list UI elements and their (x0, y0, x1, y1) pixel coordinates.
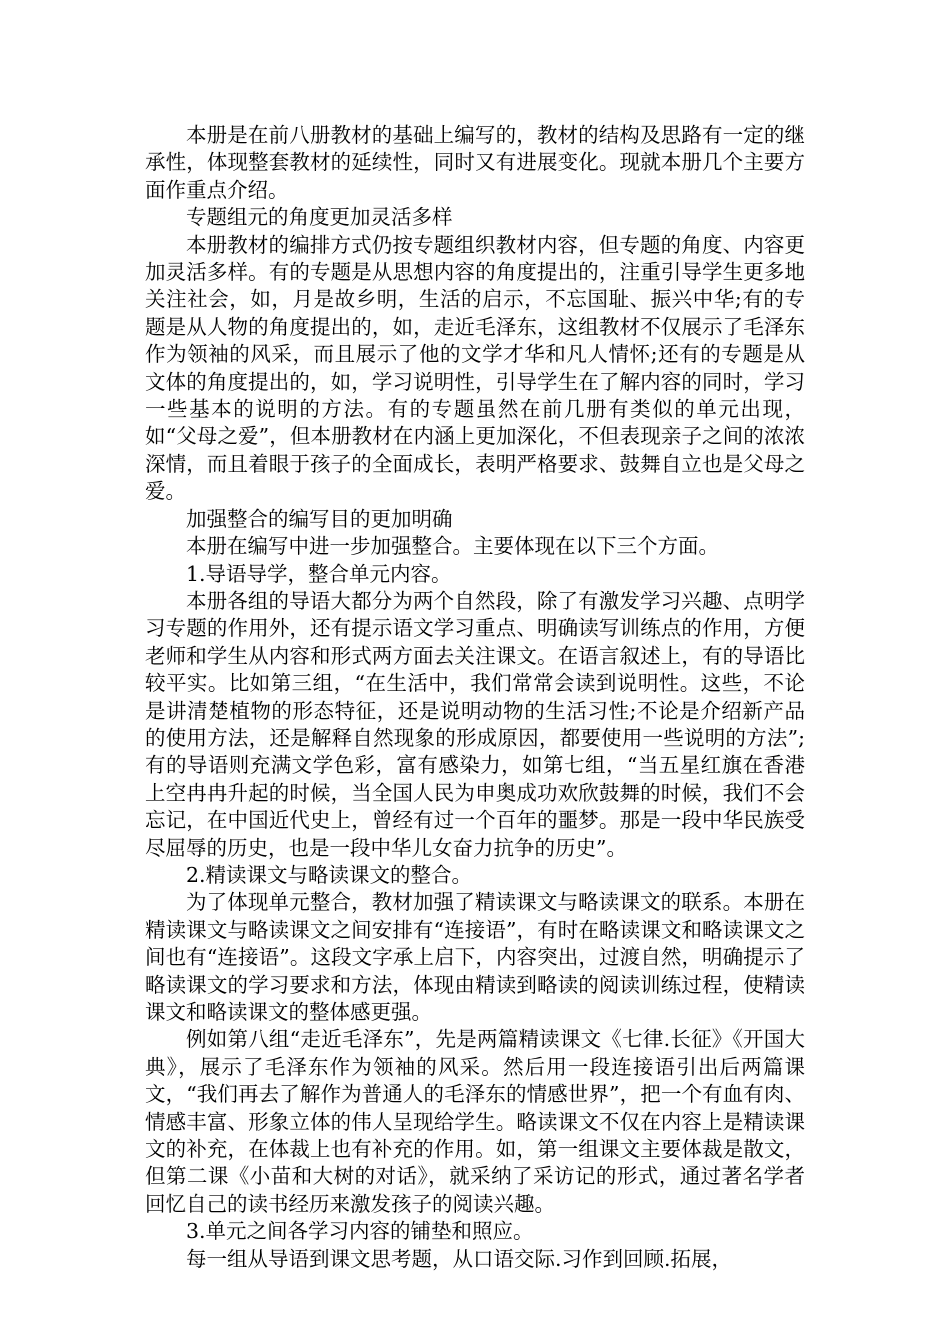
topics-paragraph: 本册教材的编排方式仍按专题组织教材内容，但专题的角度、内容更加灵活多样。有的专题是从思想内容的角度提出的，注重引导学生更多地关注社会，如，月是故乡明，生活的启示，不忘国耻、振兴中华;有的专题是从人物的角度提出的，如，走近毛泽东，这组教材不仅展示了毛泽东作为领袖的风采，而且展示了他的文学才华和凡人情怀;还有的专题是从文体的角度提出的，如，学习说明性，引导学生在了解内容的同时，学习一些基本的说明的方法。有的专题虽然在前几册有类似的单元出现，如“父母之爱”，但本册教材在内涵上更加深化，不但表现亲子之间的浓浓深情，而且着眼于孩子的全面成长，表明严格要求、鼓舞自立也是父母之爱。 (145, 232, 805, 504)
subheading-reading-integration: 2.精读课文与略读课文的整合。 (186, 862, 473, 887)
document-body (145, 122, 805, 1273)
subheading-guide-language: 1.导语导学，整合单元内容。 (186, 561, 452, 586)
subheading-unit-connection: 3.单元之间各学习内容的铺垫和照应。 (186, 1219, 534, 1244)
example-paragraph: 例如第八组“走近毛泽东”，先是两篇精读课文《七律.长征》《开国大典》，展示了毛泽东作为领袖的风采。然后用一段连接语引出后两篇课文，“我们再去了解作为普通人的毛泽东的情感世界”，把一个有血有肉、情感丰富、形象立体的伟人呈现给学生。略读课文不仅在内容上是精读课文的补充，在体裁上也有补充的作用。如，第一组课文主要体裁是散文，但第二课《小苗和大树的对话》，就采纳了采访记的形式，通过著名学者回忆自己的读书经历来激发孩子的阅读兴趣。 (145, 1027, 805, 1216)
intro-paragraph: 本册是在前八册教材的基础上编写的，教材的结构及思路有一定的继承性，体现整套教材的延续性，同时又有进展变化。现就本册几个主要方面作重点介绍。 (145, 123, 805, 202)
reading-integration-paragraph: 为了体现单元整合，教材加强了精读课文与略读课文的联系。本册在精读课文与略读课文之间安排有“连接语”，有时在略读课文和略读课文之间也有“连接语”。这段文字承上启下，内容突出，过渡自然，明确提示了略读课文的学习要求和方法，体现由精读到略读的阅读训练过程，使精读课文和略读课文的整体感更强。 (145, 890, 805, 1024)
final-paragraph: 每一组从导语到课文思考题，从口语交际.习作到回顾.拓展， (186, 1246, 733, 1271)
section-heading-topics: 专题组元的角度更加灵活多样 (186, 205, 453, 230)
section-heading-integration: 加强整合的编写目的更加明确 (186, 506, 453, 531)
integration-summary-paragraph: 本册在编写中进一步加强整合。主要体现在以下三个方面。 (186, 534, 719, 559)
guide-language-paragraph: 本册各组的导语大都分为两个自然段，除了有激发学习兴趣、点明学习专题的作用外，还有提示语文学习重点、明确读写训练点的作用，方便老师和学生从内容和形式两方面去关注课文。在语言叙述上，有的导语比较平实。比如第三组，“在生活中，我们常常会读到说明性。这些，不论是讲清楚植物的形态特征，还是说明动物的生活习性;不论是介绍新产品的使用方法，还是解释自然现象的形成原因，都要使用一些说明的方法”;有的导语则充满文学色彩，富有感染力，如第七组，“当五星红旗在香港上空冉冉升起的时候，当全国人民为申奥成功欢欣鼓舞的时候，我们不会忘记，在中国近代史上，曾经有过一个百年的噩梦。那是一段中华民族受尽屈辱的历史，也是一段中华儿女奋力抗争的历史”。 (145, 588, 805, 860)
